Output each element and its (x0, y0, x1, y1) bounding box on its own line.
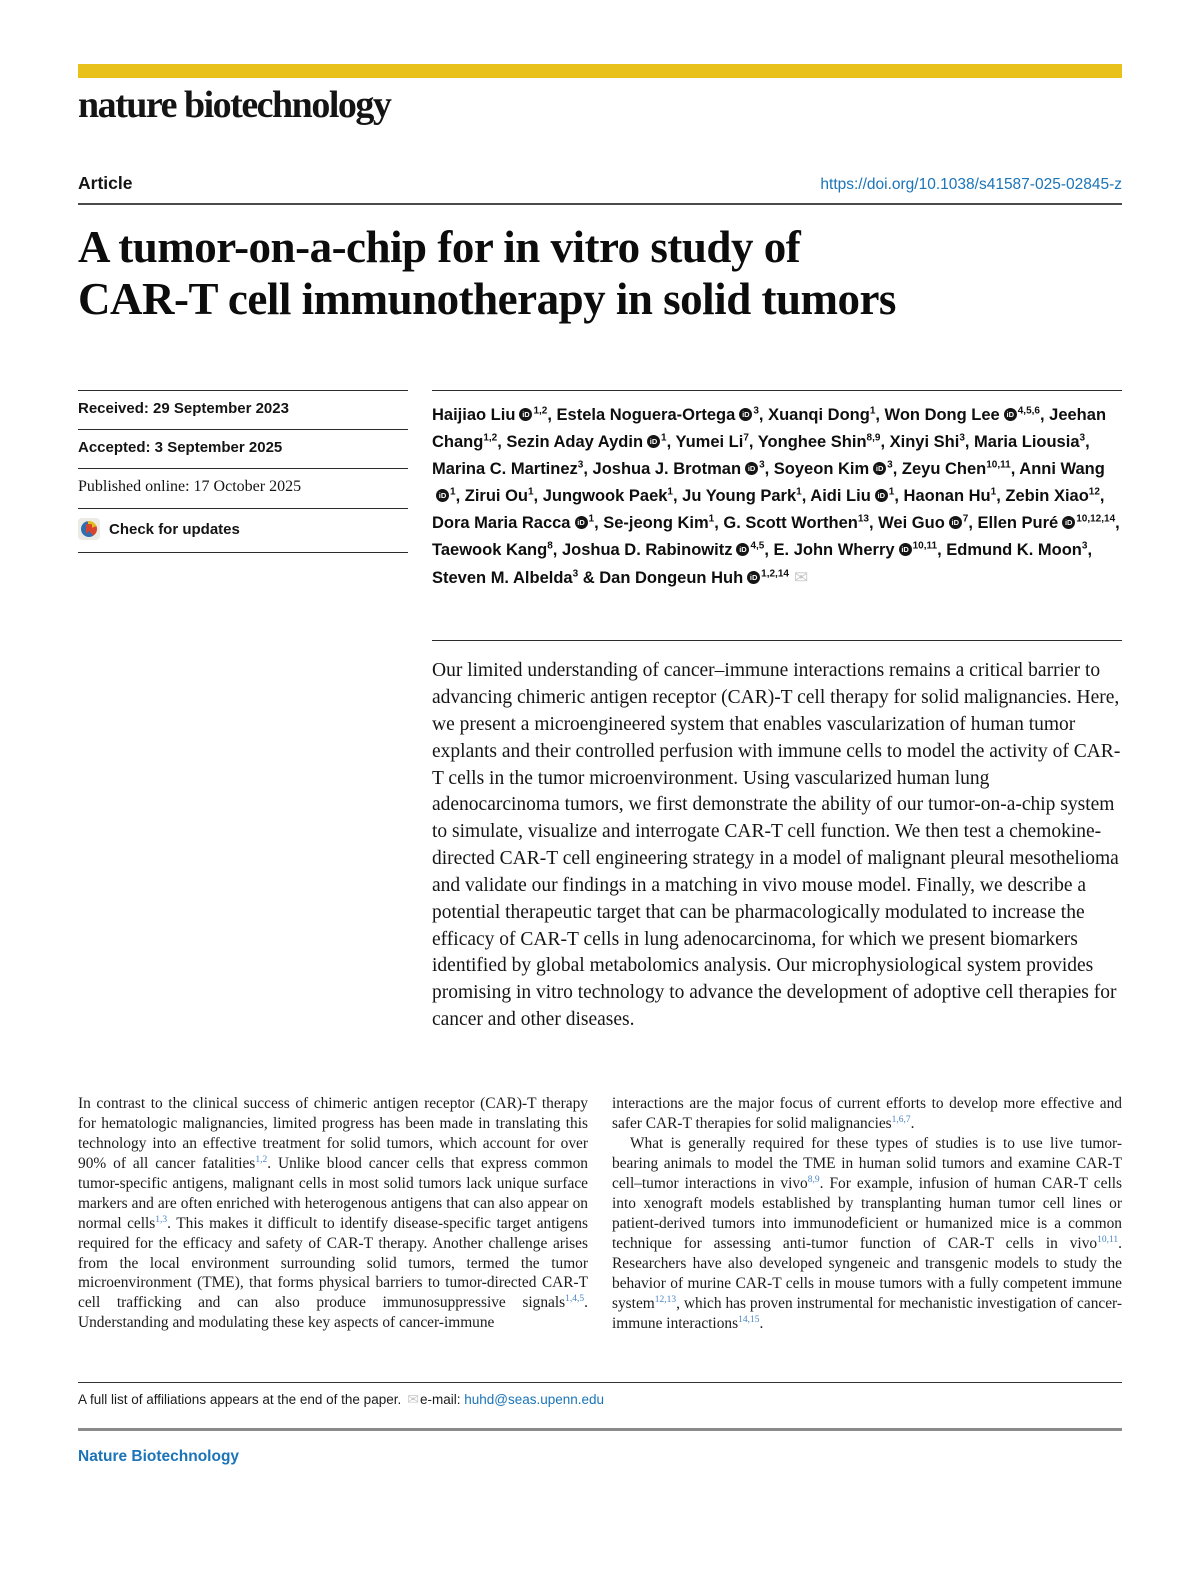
received-date: Received: 29 September 2023 (78, 390, 408, 429)
reference-superscript[interactable]: 1,6,7 (891, 1114, 911, 1125)
journal-logo: nature biotechnology (78, 84, 391, 126)
orcid-icon[interactable]: iD (1062, 516, 1075, 529)
orcid-icon[interactable]: iD (575, 516, 588, 529)
body-paragraph: What is generally required for these types of studies is to use live tumor-bearing animals to model the TME in human solid tumors and examine CAR-T cell–tumor interactions in vivo$^{8,9}$. For example, infusion of human CAR-T cells into xenograft models established by transplanting human tumor cell lines or patient-derived tumors into immunodeficient or humanized mice is a common technique for assessing anti-tumor function of CAR-T cells in vivo$^{10,11}$. Researchers have also developed syngeneic and transgenic models to study the behavior of murine CAR-T cells in mouse tumors with a fully competent immune system$^{12,13}$, which has proven instrumental for mechanistic investigation of cancer-immune interactions$^{14,15}$. (612, 1134, 1122, 1332)
author-name: Jungwook Paek (542, 487, 668, 506)
meta-and-authors (78, 390, 1122, 592)
body-paragraph: In contrast to the clinical success of chimeric antigen receptor (CAR)-T therapy for hematologic malignancies, limited progress has been made in translating this technology into an effective treatment for solid tumors, which account for over 90% of all cancer fatalities$^{1,2}$. Unlike blood cancer cells that express common tumor-specific antigens, malignant cells in most solid tumors lack unique surface markers and are often enriched with heterogenous antigens that can also appear on normal cells$^{1,3}$. This makes it difficult to identify disease-specific target antigens required for the efficacy and safety of CAR-T therapy. Another challenge arises from the local environment surrounding solid tumors, termed the tumor microenvironment (TME), that forms physical barriers to tumor-directed CAR-T cell trafficking and can also produce immunosuppressive signals$^{1,4,5}$. Understanding and modulating these key aspects of cancer-immune (78, 1094, 588, 1332)
corresponding-email-link[interactable]: huhd@seas.upenn.edu (464, 1391, 605, 1407)
author-name: Zeyu Chen (901, 460, 987, 479)
article-header-row (78, 173, 1122, 194)
email-label: e-mail: (419, 1391, 465, 1407)
reference-superscript[interactable]: 10,11 (1097, 1234, 1119, 1245)
envelope-icon: ✉ (407, 1390, 419, 1407)
author-name: Se-jeong Kim (603, 514, 709, 533)
orcid-icon[interactable]: iD (519, 408, 532, 421)
author-name: Wei Guo (878, 514, 945, 533)
affiliation-superscript: 12 (1088, 486, 1100, 498)
published-date: Published online: 17 October 2025 (78, 468, 408, 508)
affiliation-superscript: 3 (577, 459, 584, 471)
affiliation-superscript: 1 (667, 486, 673, 498)
affiliation-superscript: 1 (450, 486, 456, 498)
affiliation-superscript: 3 (1079, 432, 1086, 444)
reference-superscript[interactable]: 1,4,5 (565, 1294, 585, 1305)
author-name: Zebin Xiao (1005, 487, 1089, 506)
author-name: Maria Liousia (974, 433, 1080, 452)
author-name: Dora Maria Racca (432, 514, 571, 533)
reference-superscript[interactable]: 1,3 (155, 1214, 168, 1225)
affiliation-superscript: 4,5 (750, 540, 765, 552)
brand-accent-bar (78, 64, 1122, 78)
orcid-icon[interactable]: iD (875, 489, 888, 502)
author-name: Xinyi Shi (889, 433, 960, 452)
affiliation-superscript: 1 (527, 486, 534, 498)
doi-link[interactable]: https://doi.org/10.1038/s41587-025-02845-z (820, 175, 1122, 193)
orcid-icon[interactable]: iD (745, 462, 758, 475)
author-name: Dan Dongeun Huh (599, 569, 744, 588)
abstract: Our limited understanding of cancer–immune interactions remains a critical barrier to advancing chimeric antigen receptor (CAR)-T cell therapy for solid malignancies. Here, we present a microengineered system that enables vascularization of human tumor explants and their controlled perfusion with immune cells to model the activity of CAR-T cells in the tumor microenvironment. Using vascularized human lung adenocarcinoma tumors, we first demonstrate the ability of our tumor-on-a-chip system to simulate, visualize and interrogate CAR-T cell function. We then test a chemokine-directed CAR-T cell engineering strategy in a model of malignant pleural mesothelioma and validate our findings in a matching in vivo mouse model. Finally, we describe a potential therapeutic target that can be pharmacologically modulated to increase the efficacy of CAR-T cells in lung adenocarcinoma, for which we present biomarkers identified by global metabolomics analysis. Our microphysiological system provides promising in vitro technology to advance the development of adoptive cell therapies for cancer and other diseases. (432, 640, 1122, 1033)
author-name: Xuanqi Dong (768, 406, 870, 425)
affiliation-superscript: 4,5,6 (1017, 405, 1040, 417)
affiliation-superscript: 3 (1081, 540, 1088, 552)
affiliation-superscript: 1 (990, 486, 997, 498)
author-name: Ellen Puré (977, 514, 1059, 533)
affiliation-superscript: 1 (708, 513, 715, 525)
affiliation-superscript: 1,2 (483, 432, 498, 444)
author-name: Won Dong Lee (884, 406, 1000, 425)
author-list: Haijiao Liu iD $^{1,2}$, Estela Noguera-Ortega iD $^3$, Xuanqi Dong$^1$, Won Dong Lee iD $^{4,5,6}$, Jeehan Chang$^{1,2}$, Sezin Aday Aydin iD $^1$, Yumei Li$^7$, Yonghee Shin$^{8,9}$, Xinyi Shi$^3$, Maria Liousia$^3$, Marina C. Martinez$^3$, Joshua J. Brotman iD $^3$, Soyeon Kim iD $^3$, Zeyu Chen$^{10,11}$, Anni WangiD $^1$, Zirui Ou$^1$, Jungwook Paek$^1$, Ju Young Park$^1$, Aidi Liu iD $^1$, Haonan Hu$^1$, Zebin Xiao$^{12}$, Dora Maria Racca iD $^1$, Se-jeong Kim$^1$, G. Scott Worthen$^{13}$, Wei Guo iD $^7$, Ellen Puré iD $^{10,12,14}$, Taewook Kang$^8$, Joshua D. Rabinowitz iD $^{4,5}$, E. John Wherry iD $^{10,11}$, Edmund K. Moon$^3$, Steven M. Albelda$^3$ & Dan Dongeun Huh iD $^{1,2,14}$ ✉ (432, 390, 1122, 592)
envelope-icon[interactable]: ✉ (793, 568, 809, 588)
reference-superscript[interactable]: 14,15 (738, 1314, 760, 1325)
author-name: Steven M. Albelda (432, 569, 573, 588)
affiliation-superscript: 3 (959, 432, 965, 444)
author-name: Soyeon Kim (773, 460, 870, 479)
affiliation-superscript: 8 (547, 540, 553, 552)
author-name: Haonan Hu (903, 487, 991, 506)
orcid-icon[interactable]: iD (873, 462, 886, 475)
affiliation-superscript: 1 (888, 486, 895, 498)
author-name: Anni Wang (1019, 460, 1105, 479)
affiliation-superscript: 1 (869, 405, 876, 417)
affiliation-superscript: 13 (857, 513, 869, 525)
orcid-icon[interactable]: iD (949, 516, 962, 529)
author-name: Estela Noguera-Ortega (556, 406, 736, 425)
body-paragraph: interactions are the major focus of current efforts to develop more effective and safer CAR-T therapies for solid malignancies$^{1,6,7}$. (612, 1094, 1122, 1132)
affiliation-superscript: 10,11 (986, 459, 1011, 471)
orcid-icon[interactable]: iD (1004, 408, 1017, 421)
accepted-date: Accepted: 3 September 2025 (78, 429, 408, 468)
affiliation-superscript: 1 (796, 486, 802, 498)
author-name: Zirui Ou (464, 487, 528, 506)
body-text (78, 1094, 1122, 1334)
author-name: E. John Wherry (773, 541, 895, 560)
title-line-1: A tumor-on-a-chip for in vitro study of (78, 221, 801, 272)
author-name: Ju Young Park (682, 487, 797, 506)
body-column-left (78, 1094, 588, 1334)
body-column-right (612, 1094, 1122, 1334)
affiliation-superscript: 1,2,14 (761, 568, 789, 580)
page-title (78, 221, 1122, 326)
affiliation-superscript: 10,12,14 (1076, 513, 1116, 525)
orcid-icon[interactable]: iD (899, 543, 912, 556)
affiliation-superscript: 3 (887, 459, 893, 471)
author-name: Marina C. Martinez (432, 460, 578, 479)
author-name: Edmund K. Moon (946, 541, 1082, 560)
author-name: Jeehan Chang (432, 406, 1107, 452)
author-name: Aidi Liu (810, 487, 871, 506)
article-type-label: Article (78, 172, 133, 193)
reference-superscript[interactable]: 12,13 (654, 1294, 677, 1305)
check-for-updates-button[interactable] (78, 508, 408, 553)
author-name: Yumei Li (675, 433, 744, 452)
author-name: Taewook Kang (432, 541, 548, 560)
affiliation-superscript: 1 (588, 513, 595, 525)
affiliations-footnote (78, 1382, 1122, 1428)
orcid-icon[interactable]: iD (647, 435, 660, 448)
orcid-icon[interactable]: iD (747, 571, 760, 584)
affiliation-superscript: 8,9 (866, 432, 881, 444)
affiliation-superscript: 3 (572, 568, 579, 580)
affiliation-superscript: 3 (753, 405, 759, 417)
check-for-updates-label: Check for updates (109, 520, 240, 538)
affiliation-superscript: 7 (743, 432, 749, 444)
author-name: Joshua J. Brotman (592, 460, 742, 479)
title-line-2: CAR-T cell immunotherapy in solid tumors (78, 274, 896, 325)
orcid-icon[interactable]: iD (739, 408, 752, 421)
affiliation-superscript: 1 (661, 432, 667, 444)
author-name: Sezin Aday Aydin (506, 433, 644, 452)
reference-superscript[interactable]: 1,2 (255, 1154, 268, 1165)
header-divider (78, 203, 1122, 205)
footer-divider (78, 1428, 1122, 1431)
affiliations-note: A full list of affiliations appears at the end of the paper. (78, 1391, 402, 1407)
article-history (78, 390, 408, 592)
reference-superscript[interactable]: 8,9 (807, 1174, 820, 1185)
orcid-icon[interactable]: iD (736, 543, 749, 556)
affiliation-superscript: 1,2 (533, 405, 548, 417)
affiliation-superscript: 10,11 (912, 540, 938, 552)
affiliation-superscript: 3 (759, 459, 765, 471)
journal-footer-name: Nature Biotechnology (78, 1447, 240, 1465)
crossmark-icon (78, 518, 100, 540)
affiliation-superscript: 7 (962, 513, 969, 525)
author-name: Joshua D. Rabinowitz (561, 541, 733, 560)
author-name: G. Scott Worthen (723, 514, 858, 533)
orcid-icon[interactable]: iD (436, 489, 449, 502)
author-name: Yonghee Shin (757, 433, 867, 452)
author-name: Haijiao Liu (432, 406, 516, 425)
